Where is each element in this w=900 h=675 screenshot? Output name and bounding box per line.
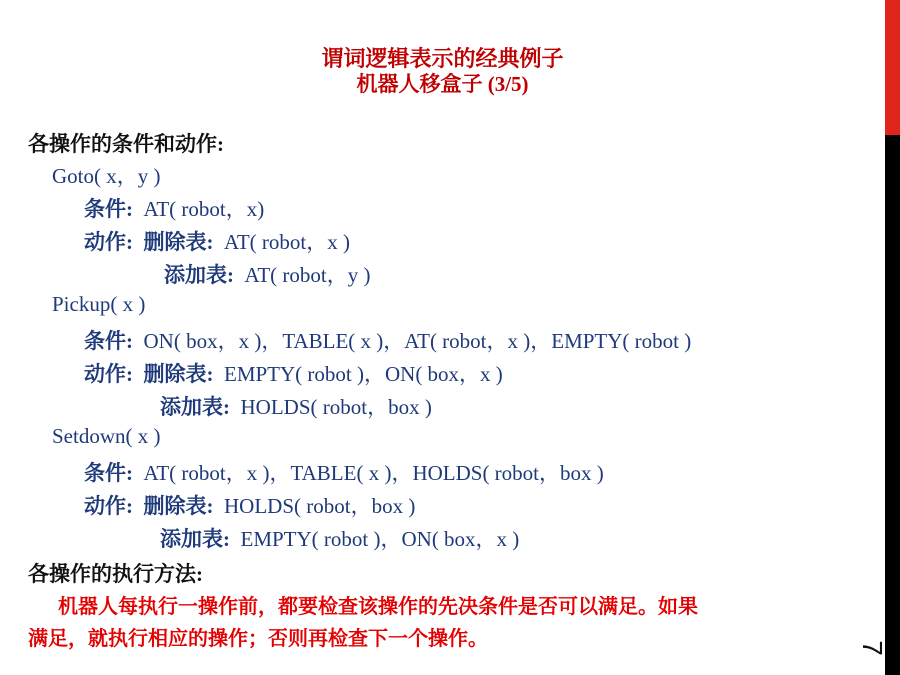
pickup-condition-row: [84, 325, 691, 355]
section-heading-conditions: 各操作的条件和动作:: [28, 132, 224, 156]
delete-list-label: 删除表:: [143, 362, 214, 386]
goto-delete-row: [84, 226, 350, 256]
action-label: 动作:: [84, 230, 133, 254]
condition-label: 条件:: [84, 329, 133, 353]
setdown-condition: AT( robot，x )，TABLE( x )，HOLDS( robot，box ): [143, 461, 604, 485]
goto-delete-list: AT( robot，x ): [224, 230, 350, 254]
setdown-header: Setdown( x ): [52, 424, 161, 448]
execution-text-line2: 满足，就执行相应的操作；否则再检查下一个操作。: [28, 628, 488, 650]
goto-condition-row: [84, 193, 264, 223]
section-heading-execution: 各操作的执行方法:: [28, 562, 203, 586]
page-number: 7: [857, 640, 888, 656]
setdown-add-row: [160, 523, 519, 553]
add-list-label: 添加表:: [160, 395, 230, 419]
pickup-condition: ON( box，x )，TABLE( x )，AT( robot，x )，EMPTY( robot ): [143, 329, 692, 353]
setdown-delete-row: [84, 490, 415, 520]
goto-header: Goto( x，y ): [52, 164, 161, 188]
slide-title: 谓词逻辑表示的经典例子: [321, 46, 564, 71]
setdown-condition-row: [84, 457, 604, 487]
side-bar-black: [885, 135, 900, 675]
pickup-delete-list: EMPTY( robot )，ON( box，x ): [224, 362, 503, 386]
delete-list-label: 删除表:: [143, 494, 214, 518]
action-label: 动作:: [84, 494, 133, 518]
pickup-delete-row: [84, 358, 503, 388]
pickup-add-row: [160, 391, 432, 421]
add-list-label: 添加表:: [164, 263, 234, 287]
action-label: 动作:: [84, 362, 133, 386]
slide-subtitle: 机器人移盒子 (3/5): [356, 72, 529, 96]
side-bar-red: [885, 0, 900, 135]
add-list-label: 添加表:: [160, 527, 230, 551]
goto-condition: AT( robot，x): [143, 197, 265, 221]
pickup-add-list: HOLDS( robot，box ): [240, 395, 432, 419]
condition-label: 条件:: [84, 197, 133, 221]
setdown-add-list: EMPTY( robot )，ON( box，x ): [240, 527, 520, 551]
delete-list-label: 删除表:: [143, 230, 214, 254]
execution-text-line1: 机器人每执行一操作前，都要检查该操作的先决条件是否可以满足。如果: [58, 596, 698, 618]
pickup-header: Pickup( x ): [52, 292, 146, 316]
condition-label: 条件:: [84, 461, 133, 485]
setdown-delete-list: HOLDS( robot，box ): [224, 494, 416, 518]
goto-add-list: AT( robot，y ): [244, 263, 371, 287]
goto-add-row: [164, 259, 370, 289]
